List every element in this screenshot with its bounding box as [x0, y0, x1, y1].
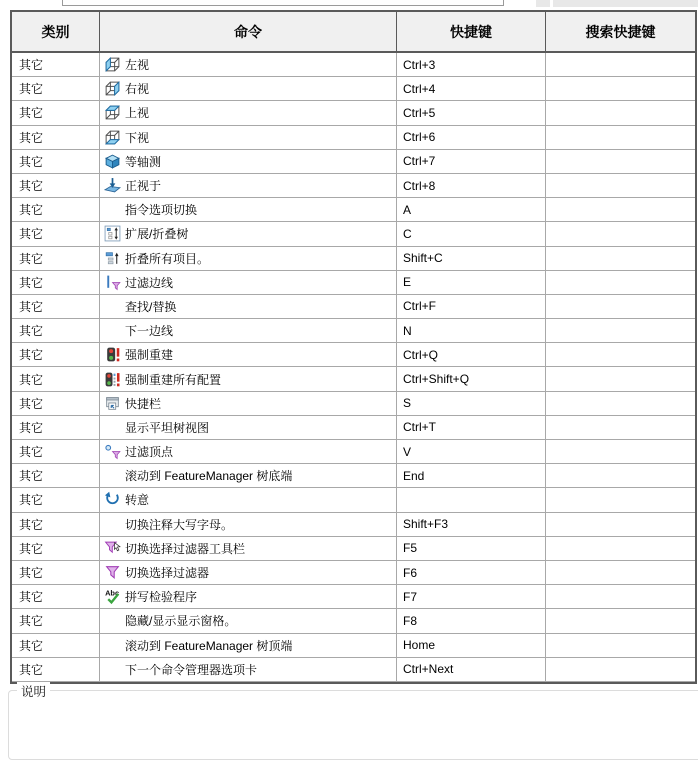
- search-shortcut-cell[interactable]: [546, 440, 695, 463]
- table-row[interactable]: [12, 416, 695, 440]
- description-groupbox: [8, 685, 698, 760]
- command-cell: [100, 585, 397, 608]
- command-cell: [100, 101, 397, 124]
- toggle-selection-filter-toolbar-icon: [100, 540, 125, 557]
- command-label: 隐藏/显示显示窗格。: [125, 614, 237, 629]
- table-row[interactable]: [12, 271, 695, 295]
- command-cell: [100, 513, 397, 536]
- command-label: 快捷栏: [125, 396, 162, 411]
- filter-vertices-icon: [100, 443, 125, 460]
- category-cell: 其它: [12, 537, 100, 560]
- command-cell: [100, 53, 397, 76]
- search-shortcut-cell[interactable]: [546, 295, 695, 318]
- command-cell: [100, 319, 397, 342]
- shortcut-cell[interactable]: Ctrl+3: [397, 53, 546, 76]
- shortcut-cell[interactable]: Shift+F3: [397, 513, 546, 536]
- table-row[interactable]: [12, 488, 695, 512]
- table-body: [12, 53, 695, 682]
- search-shortcut-cell[interactable]: [546, 77, 695, 100]
- category-cell: 其它: [12, 271, 100, 294]
- column-header-command: 命令: [100, 12, 397, 51]
- shortcut-cell[interactable]: A: [397, 198, 546, 221]
- table-row[interactable]: [12, 440, 695, 464]
- command-cell: [100, 440, 397, 463]
- command-cell: [100, 488, 397, 511]
- category-cell: 其它: [12, 392, 100, 415]
- command-cell: [100, 416, 397, 439]
- shortcut-cell[interactable]: C: [397, 222, 546, 245]
- shortcut-cell[interactable]: N: [397, 319, 546, 342]
- shortcut-cell[interactable]: Ctrl+Shift+Q: [397, 367, 546, 390]
- category-cell: 其它: [12, 609, 100, 632]
- shortcut-cell[interactable]: Ctrl+6: [397, 126, 546, 149]
- command-label: 滚动到 FeatureManager 树底端: [125, 469, 293, 484]
- shortcut-cell[interactable]: Ctrl+7: [397, 150, 546, 173]
- right-view-cube-icon: [100, 80, 125, 97]
- search-shortcut-cell[interactable]: [546, 585, 695, 608]
- command-cell: [100, 271, 397, 294]
- command-cell: [100, 198, 397, 221]
- search-shortcut-cell[interactable]: [546, 271, 695, 294]
- table-row[interactable]: [12, 464, 695, 488]
- command-cell: [100, 367, 397, 390]
- category-cell: 其它: [12, 343, 100, 366]
- column-header-shortcut: 快捷键: [397, 12, 546, 51]
- search-shortcut-cell[interactable]: [546, 101, 695, 124]
- category-cell: 其它: [12, 634, 100, 657]
- category-cell: 其它: [12, 222, 100, 245]
- command-label: 查找/替换: [125, 299, 177, 314]
- command-label: 转意: [125, 493, 150, 508]
- command-cell: [100, 174, 397, 197]
- bottom-view-cube-icon: [100, 129, 125, 146]
- search-shortcut-cell[interactable]: [546, 609, 695, 632]
- category-cell: 其它: [12, 101, 100, 124]
- command-cell: [100, 222, 397, 245]
- search-shortcut-cell[interactable]: [546, 367, 695, 390]
- category-cell: 其它: [12, 319, 100, 342]
- category-cell: 其它: [12, 440, 100, 463]
- left-view-cube-icon: [100, 56, 125, 73]
- command-cell: [100, 247, 397, 270]
- search-shortcut-cell[interactable]: [546, 150, 695, 173]
- table-row[interactable]: [12, 295, 695, 319]
- category-cell: 其它: [12, 150, 100, 173]
- description-label: 说明: [17, 682, 50, 700]
- table-row[interactable]: [12, 513, 695, 537]
- search-shortcut-cell[interactable]: [546, 53, 695, 76]
- shortcut-cell[interactable]: E: [397, 271, 546, 294]
- shortcut-cell[interactable]: Ctrl+Next: [397, 658, 546, 681]
- category-cell: 其它: [12, 77, 100, 100]
- command-label: 下一个命令管理器选项卡: [125, 662, 258, 677]
- command-search-input-fragment[interactable]: [62, 0, 504, 6]
- table-row[interactable]: [12, 343, 695, 367]
- filter-edges-icon: [100, 274, 125, 291]
- shortcut-cell[interactable]: Ctrl+5: [397, 101, 546, 124]
- command-cell: [100, 464, 397, 487]
- command-label: 滚动到 FeatureManager 树顶端: [125, 638, 293, 653]
- search-shortcut-cell[interactable]: [546, 488, 695, 511]
- shortcut-cell[interactable]: F5: [397, 537, 546, 560]
- category-cell: 其它: [12, 513, 100, 536]
- search-shortcut-cell[interactable]: [546, 247, 695, 270]
- shortcut-cell[interactable]: Ctrl+T: [397, 416, 546, 439]
- search-shortcut-cell[interactable]: [546, 126, 695, 149]
- table-row[interactable]: [12, 150, 695, 174]
- column-header-search-shortcut: 搜索快捷键: [585, 23, 656, 40]
- command-label: 左视: [125, 58, 150, 73]
- shortcut-cell[interactable]: F7: [397, 585, 546, 608]
- search-shortcut-cell[interactable]: [546, 537, 695, 560]
- escape-rotate-arrow-icon: [100, 491, 125, 508]
- category-cell: 其它: [12, 53, 100, 76]
- category-cell: 其它: [12, 585, 100, 608]
- command-cell: [100, 634, 397, 657]
- search-shortcut-cell[interactable]: [546, 658, 695, 681]
- table-row[interactable]: [12, 561, 695, 585]
- command-label: 等轴测: [125, 154, 162, 169]
- force-rebuild-all-configs-icon: [100, 371, 125, 388]
- command-label: 过滤顶点: [125, 445, 174, 460]
- keyboard-shortcuts-table: [10, 10, 697, 684]
- search-shortcut-cell[interactable]: [546, 319, 695, 342]
- search-shortcut-cell[interactable]: [546, 416, 695, 439]
- table-row[interactable]: [12, 174, 695, 198]
- category-cell: 其它: [12, 367, 100, 390]
- table-row[interactable]: [12, 658, 695, 682]
- search-shortcut-cell[interactable]: [546, 634, 695, 657]
- command-label: 折叠所有项目。: [125, 251, 210, 266]
- table-row[interactable]: [12, 585, 695, 609]
- table-row[interactable]: [12, 222, 695, 246]
- command-cell: [100, 150, 397, 173]
- category-cell: 其它: [12, 174, 100, 197]
- command-label: 指令选项切换: [125, 203, 198, 218]
- category-cell: 其它: [12, 464, 100, 487]
- search-shortcut-cell[interactable]: [546, 561, 695, 584]
- table-row[interactable]: [12, 198, 695, 222]
- toggle-selection-filter-icon: [100, 564, 125, 581]
- command-label: 强制重建所有配置: [125, 372, 222, 387]
- table-row[interactable]: [12, 247, 695, 271]
- search-shortcut-cell[interactable]: [546, 222, 695, 245]
- category-cell: 其它: [12, 658, 100, 681]
- command-label: 下一边线: [125, 324, 174, 339]
- command-cell: [100, 392, 397, 415]
- shortcut-cell[interactable]: Home: [397, 634, 546, 657]
- shortcut-bar-icon: [100, 395, 125, 412]
- table-row[interactable]: [12, 609, 695, 633]
- table-row[interactable]: [12, 392, 695, 416]
- spell-checker-icon: [100, 588, 125, 605]
- command-label: 切换选择过滤器工具栏: [125, 541, 246, 556]
- category-cell: 其它: [12, 247, 100, 270]
- collapse-all-items-icon: [100, 250, 125, 267]
- table-row[interactable]: [12, 634, 695, 658]
- shortcut-cell[interactable]: Ctrl+Q: [397, 343, 546, 366]
- command-cell: [100, 537, 397, 560]
- category-cell: 其它: [12, 488, 100, 511]
- command-label: 右视: [125, 82, 150, 97]
- table-row[interactable]: [12, 53, 695, 77]
- isometric-view-cube-icon: [100, 153, 125, 170]
- category-cell: 其它: [12, 416, 100, 439]
- shortcut-cell[interactable]: F8: [397, 609, 546, 632]
- top-right-button-fragment-left[interactable]: [536, 0, 550, 7]
- table-row[interactable]: [12, 319, 695, 343]
- top-right-button-fragment-right[interactable]: [553, 0, 698, 7]
- search-shortcut-cell[interactable]: [546, 174, 695, 197]
- shortcut-cell[interactable]: End: [397, 464, 546, 487]
- table-row[interactable]: [12, 537, 695, 561]
- shortcut-cell[interactable]: Ctrl+8: [397, 174, 546, 197]
- category-cell: 其它: [12, 295, 100, 318]
- table-row[interactable]: [12, 77, 695, 101]
- command-cell: [100, 126, 397, 149]
- top-view-cube-icon: [100, 104, 125, 121]
- expand-collapse-tree-icon: [100, 225, 125, 242]
- search-shortcut-cell[interactable]: [546, 513, 695, 536]
- shortcut-cell[interactable]: F6: [397, 561, 546, 584]
- shortcut-cell[interactable]: S: [397, 392, 546, 415]
- search-shortcut-cell[interactable]: [546, 392, 695, 415]
- command-cell: [100, 609, 397, 632]
- search-shortcut-cell[interactable]: [546, 343, 695, 366]
- table-header-row: [12, 12, 695, 53]
- command-label: 正视于: [125, 179, 162, 194]
- command-label: 切换选择过滤器: [125, 566, 210, 581]
- command-label: 扩展/折叠树: [125, 227, 189, 242]
- table-row[interactable]: [12, 367, 695, 391]
- command-cell: [100, 561, 397, 584]
- force-rebuild-icon: [100, 346, 125, 363]
- shortcut-cell[interactable]: Ctrl+F: [397, 295, 546, 318]
- column-header-category: 类别: [12, 12, 100, 51]
- shortcut-cell[interactable]: V: [397, 440, 546, 463]
- command-label: 上视: [125, 106, 150, 121]
- command-label: 切换注释大写字母。: [125, 517, 234, 532]
- normal-to-icon: [100, 177, 125, 194]
- command-cell: [100, 77, 397, 100]
- search-shortcut-cell[interactable]: [546, 464, 695, 487]
- command-label: 过滤边线: [125, 275, 174, 290]
- table-row[interactable]: [12, 126, 695, 150]
- shortcut-cell[interactable]: [397, 488, 546, 511]
- command-label: 下视: [125, 130, 150, 145]
- command-label: 强制重建: [125, 348, 174, 363]
- command-cell: [100, 343, 397, 366]
- category-cell: 其它: [12, 198, 100, 221]
- shortcut-cell[interactable]: Ctrl+4: [397, 77, 546, 100]
- command-cell: [100, 658, 397, 681]
- search-shortcut-cell[interactable]: [546, 198, 695, 221]
- shortcut-cell[interactable]: Shift+C: [397, 247, 546, 270]
- category-cell: 其它: [12, 126, 100, 149]
- table-row[interactable]: [12, 101, 695, 125]
- command-label: 显示平坦树视图: [125, 420, 210, 435]
- svg-text:Abc: Abc: [105, 588, 120, 598]
- command-label: 拼写检验程序: [125, 590, 198, 605]
- command-cell: [100, 295, 397, 318]
- category-cell: 其它: [12, 561, 100, 584]
